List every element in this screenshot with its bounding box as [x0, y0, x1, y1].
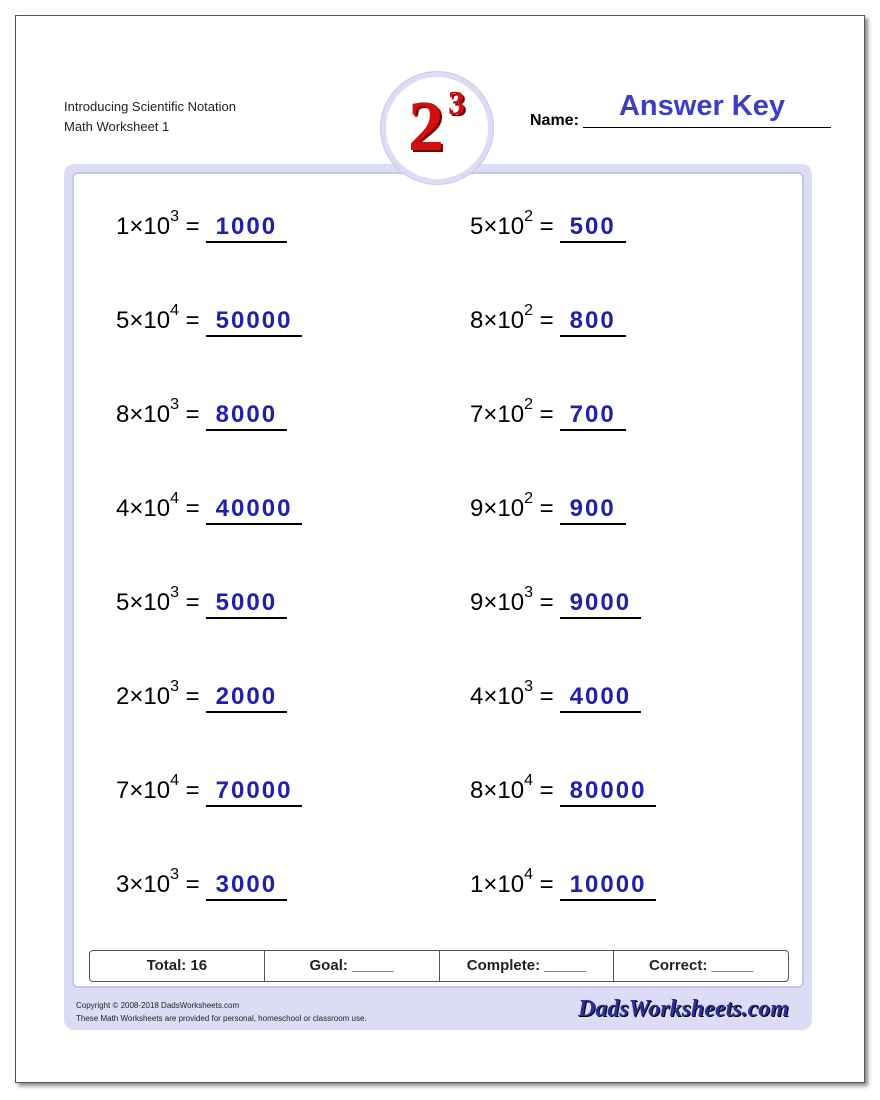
equals-sign: = [539, 871, 554, 898]
exponent: 3 [170, 866, 179, 883]
exponent: 2 [524, 302, 533, 319]
answer-field[interactable]: 500 [560, 213, 626, 243]
answer-field[interactable]: 5000 [206, 589, 287, 619]
coefficient: 7 [470, 401, 484, 428]
times-ten: ×10 [129, 401, 171, 428]
equals-sign: = [185, 495, 200, 522]
problem-item [470, 490, 626, 528]
times-ten: ×10 [483, 213, 525, 240]
answer-field[interactable]: 2000 [206, 683, 287, 713]
coefficient: 9 [470, 495, 484, 522]
problem-item [116, 208, 287, 246]
equals-sign: = [539, 213, 554, 240]
answer-field[interactable]: 800 [560, 307, 626, 337]
coefficient: 5 [470, 213, 484, 240]
problem-item [470, 302, 626, 340]
exponent-logo-icon: 2 3 [381, 72, 493, 184]
problem-item [470, 866, 656, 904]
equals-sign: = [539, 495, 554, 522]
equals-sign: = [185, 871, 200, 898]
equals-sign: = [185, 401, 200, 428]
problem-item [470, 584, 641, 622]
equals-sign: = [185, 589, 200, 616]
usage-note: These Math Worksheets are provided for personal, homeschool or classroom use. [76, 1014, 367, 1023]
times-ten: ×10 [129, 495, 171, 522]
exponent: 4 [524, 866, 533, 883]
exponent: 3 [524, 584, 533, 601]
answer-field[interactable]: 700 [560, 401, 626, 431]
exponent: 3 [170, 396, 179, 413]
problem-item [116, 772, 302, 810]
answer-field[interactable]: 80000 [560, 777, 657, 807]
equals-sign: = [185, 777, 200, 804]
answer-field[interactable]: 900 [560, 495, 626, 525]
problem-item [116, 678, 287, 716]
coefficient: 2 [116, 683, 130, 710]
equals-sign: = [539, 307, 554, 334]
coefficient: 8 [116, 401, 130, 428]
problem-item [116, 490, 302, 528]
equals-sign: = [539, 401, 554, 428]
times-ten: ×10 [483, 777, 525, 804]
times-ten: ×10 [129, 683, 171, 710]
times-ten: ×10 [483, 871, 525, 898]
coefficient: 8 [470, 777, 484, 804]
times-ten: ×10 [483, 401, 525, 428]
exponent: 3 [170, 208, 179, 225]
score-goal: Goal: _____ [265, 951, 440, 981]
worksheet-title [64, 97, 236, 137]
coefficient: 1 [470, 871, 484, 898]
problem-item [470, 396, 626, 434]
answer-field[interactable]: 1000 [206, 213, 287, 243]
answer-field[interactable]: 40000 [206, 495, 303, 525]
exponent: 4 [170, 302, 179, 319]
answer-field[interactable]: 8000 [206, 401, 287, 431]
exponent: 2 [524, 208, 533, 225]
times-ten: ×10 [129, 307, 171, 334]
times-ten: ×10 [483, 307, 525, 334]
coefficient: 4 [116, 495, 130, 522]
problem-item [470, 678, 641, 716]
score-correct: Correct: _____ [649, 957, 754, 974]
score-total: Total: 16 [90, 951, 265, 981]
exponent: 2 [524, 490, 533, 507]
exponent: 3 [524, 678, 533, 695]
coefficient: 5 [116, 307, 130, 334]
coefficient: 1 [116, 213, 130, 240]
answer-field[interactable]: 4000 [560, 683, 641, 713]
score-bar [89, 950, 789, 982]
equals-sign: = [539, 589, 554, 616]
score-complete: Complete: _____ [440, 951, 615, 981]
times-ten: ×10 [483, 683, 525, 710]
problem-item [116, 396, 287, 434]
times-ten: ×10 [483, 589, 525, 616]
equals-sign: = [185, 213, 200, 240]
equals-sign: = [539, 777, 554, 804]
exponent: 4 [170, 772, 179, 789]
coefficient: 4 [470, 683, 484, 710]
times-ten: ×10 [129, 777, 171, 804]
answer-field[interactable]: 10000 [560, 871, 657, 901]
times-ten: ×10 [483, 495, 525, 522]
exponent: 3 [170, 678, 179, 695]
title-line-2: Math Worksheet 1 [64, 119, 170, 134]
answer-field[interactable]: 9000 [560, 589, 641, 619]
equals-sign: = [539, 683, 554, 710]
problem-item [116, 302, 302, 340]
exponent: 2 [524, 396, 533, 413]
footer-text [76, 999, 367, 1025]
exponent: 3 [170, 584, 179, 601]
problem-item [116, 584, 287, 622]
brand-logo: DadsWorksheets.com [578, 996, 789, 1022]
coefficient: 3 [116, 871, 130, 898]
times-ten: ×10 [129, 213, 171, 240]
coefficient: 5 [116, 589, 130, 616]
problem-item [470, 772, 656, 810]
problem-item [116, 866, 287, 904]
equals-sign: = [185, 307, 200, 334]
coefficient: 9 [470, 589, 484, 616]
name-field-line [583, 127, 831, 128]
answer-field[interactable]: 50000 [206, 307, 303, 337]
times-ten: ×10 [129, 589, 171, 616]
name-value: Answer Key [618, 90, 785, 122]
exponent: 4 [170, 490, 179, 507]
name-label: Name: [530, 112, 579, 129]
answer-field[interactable]: 70000 [206, 777, 303, 807]
times-ten: ×10 [129, 871, 171, 898]
coefficient: 8 [470, 307, 484, 334]
answer-field[interactable]: 3000 [206, 871, 287, 901]
exponent: 4 [524, 772, 533, 789]
copyright: Copyright © 2008-2018 DadsWorksheets.com [76, 1001, 240, 1010]
coefficient: 7 [116, 777, 130, 804]
title-line-1: Introducing Scientific Notation [64, 99, 236, 114]
problem-item [470, 208, 626, 246]
equals-sign: = [185, 683, 200, 710]
